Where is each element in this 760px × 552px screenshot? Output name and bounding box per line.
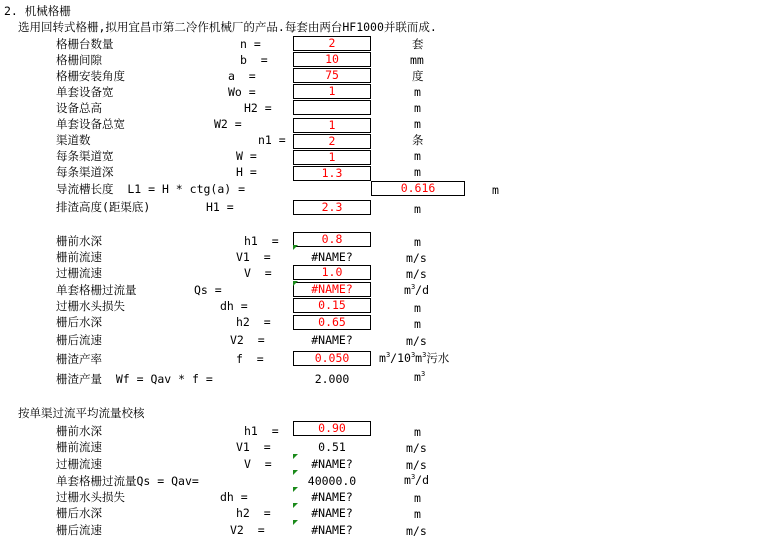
row-unit: mm — [410, 53, 424, 67]
row-unit: m/s — [406, 334, 427, 348]
row-label: 栅前水深 — [56, 234, 102, 248]
row-unit: m — [414, 149, 421, 163]
row-label: 栅后流速 — [56, 523, 102, 537]
row-unit: m — [414, 117, 421, 131]
row-symbol: Qs = — [194, 283, 222, 297]
slag-row-symbol: H1 = — [206, 200, 234, 214]
row-unit: m — [414, 85, 421, 99]
row-symbol: f = — [236, 352, 264, 366]
slag-row-label: 排渣高度(距渠底) — [56, 200, 151, 214]
value-cell[interactable] — [293, 100, 371, 115]
row-symbol: h1 = — [244, 424, 279, 438]
row-label: 格栅安装角度 — [56, 69, 125, 83]
row-unit: m — [414, 425, 421, 439]
row-label: 每条渠道宽 — [56, 149, 114, 163]
row-unit: m — [414, 507, 421, 521]
value-cell[interactable]: 1 — [293, 150, 371, 165]
row-unit-m3d: $m^3/d$ — [404, 283, 430, 297]
row-label: 栅前流速 — [56, 440, 102, 454]
row-symbol: b = — [240, 53, 268, 67]
row-label: 过栅水头损失 — [56, 299, 125, 313]
row-label: 单套格栅过流量 — [56, 283, 137, 297]
row-label: 栅前水深 — [56, 424, 102, 438]
row-unit: 条 — [412, 133, 424, 147]
value-cell[interactable]: 1 — [293, 118, 371, 133]
value-cell: #NAME? — [311, 457, 353, 471]
row-unit-m3d: $m^3/d$ — [404, 473, 430, 487]
row-symbol: n = — [240, 37, 261, 51]
row-symbol: dh = — [220, 299, 248, 313]
row-symbol: h1 = — [244, 234, 279, 248]
row-label: 过栅水头损失 — [56, 490, 125, 504]
row-label: 每条渠道深 — [56, 165, 114, 179]
guide-unit: m — [492, 183, 499, 197]
row-unit: m — [414, 491, 421, 505]
row-unit: m/s — [406, 251, 427, 265]
row-symbol: V = — [244, 266, 272, 280]
row-symbol: H2 = — [244, 101, 272, 115]
value-cell[interactable]: 2 — [293, 134, 371, 149]
row-symbol: n1 = — [258, 133, 286, 147]
value-cell[interactable]: 1.3 — [293, 166, 371, 181]
row-label: 单套设备宽 — [56, 85, 114, 99]
value-cell[interactable]: 0.65 — [293, 315, 371, 330]
row-unit: m — [414, 101, 421, 115]
row-symbol: W2 = — [214, 117, 242, 131]
row-label: 栅前流速 — [56, 250, 102, 264]
value-cell[interactable]: 0.050 — [293, 351, 371, 366]
row-symbol: a = — [228, 69, 256, 83]
row-symbol: h2 = — [236, 315, 271, 329]
section-heading: 2. 机械格栅 — [4, 4, 71, 18]
row-label: 渠道数 — [56, 133, 91, 147]
value-cell: #NAME? — [311, 506, 353, 520]
row-unit: m — [414, 165, 421, 179]
row-symbol: V2 = — [230, 333, 265, 347]
row-label: 栅渣产量 Wf = Qav * f = — [56, 372, 213, 386]
row-symbol: V1 = — [236, 440, 271, 454]
row-unit: m — [414, 301, 421, 315]
row-label: 格栅间隙 — [56, 53, 102, 67]
value-cell: #NAME? — [311, 490, 353, 504]
row-symbol: W = — [236, 149, 257, 163]
value-cell[interactable]: #NAME? — [293, 282, 371, 297]
value-cell[interactable]: 0.15 — [293, 298, 371, 313]
guide-value-cell[interactable]: 0.616 — [371, 181, 465, 196]
check-title: 按单渠过流平均流量校核 — [18, 406, 145, 420]
value-cell: 40000.0 — [307, 474, 357, 488]
row-unit: m/s — [406, 458, 427, 472]
row-label: 栅后流速 — [56, 333, 102, 347]
value-cell[interactable]: 2 — [293, 36, 371, 51]
row-unit: m/s — [406, 267, 427, 281]
row-unit-m3: $m^3$ — [414, 370, 426, 384]
row-label: 栅后水深 — [56, 315, 102, 329]
row-symbol: V1 = — [236, 250, 271, 264]
row-label: 设备总高 — [56, 101, 102, 115]
row-symbol: h2 = — [236, 506, 271, 520]
slag-unit: m — [414, 202, 421, 216]
row-unit: m/s — [406, 524, 427, 538]
intro-text: 选用回转式格栅,拟用宜昌市第二冷作机械厂的产品.每套由两台HF1000并联而成. — [18, 20, 437, 34]
guide-row-label: 导流槽长度 L1 = H * ctg(a) = — [56, 182, 246, 196]
cell-marker — [293, 281, 298, 286]
row-unit-slag-rate: $m^3/10^3m^3$污水 — [379, 351, 450, 365]
value-cell: 0.51 — [318, 440, 346, 454]
value-cell: #NAME? — [311, 333, 353, 347]
row-label: 过栅流速 — [56, 266, 102, 280]
value-cell: #NAME? — [311, 250, 353, 264]
row-unit: m — [414, 235, 421, 249]
value-cell[interactable]: 75 — [293, 68, 371, 83]
row-label: 栅后水深 — [56, 506, 102, 520]
row-symbol: V2 = — [230, 523, 265, 537]
value-cell[interactable]: 0.90 — [293, 421, 371, 436]
row-label: 栅渣产率 — [56, 352, 102, 366]
row-label: 格栅台数量 — [56, 37, 114, 51]
row-label: 单套格栅过流量Qs = Qav= — [56, 474, 199, 488]
row-symbol: dh = — [220, 490, 248, 504]
row-symbol: V = — [244, 457, 272, 471]
row-unit: 度 — [412, 69, 424, 83]
row-label: 单套设备总宽 — [56, 117, 125, 131]
value-cell[interactable]: 0.8 — [293, 232, 371, 247]
value-cell[interactable]: 10 — [293, 52, 371, 67]
row-unit: 套 — [412, 37, 424, 51]
row-unit: m — [414, 317, 421, 331]
value-cell[interactable]: 1.0 — [293, 265, 371, 280]
row-symbol: H = — [236, 165, 257, 179]
value-cell: #NAME? — [311, 523, 353, 537]
slag-value-cell[interactable]: 2.3 — [293, 200, 371, 215]
row-unit: m/s — [406, 441, 427, 455]
row-label: 过栅流速 — [56, 457, 102, 471]
value-cell[interactable]: 1 — [293, 84, 371, 99]
value-cell: 2.000 — [314, 372, 350, 386]
row-symbol: Wo = — [228, 85, 256, 99]
